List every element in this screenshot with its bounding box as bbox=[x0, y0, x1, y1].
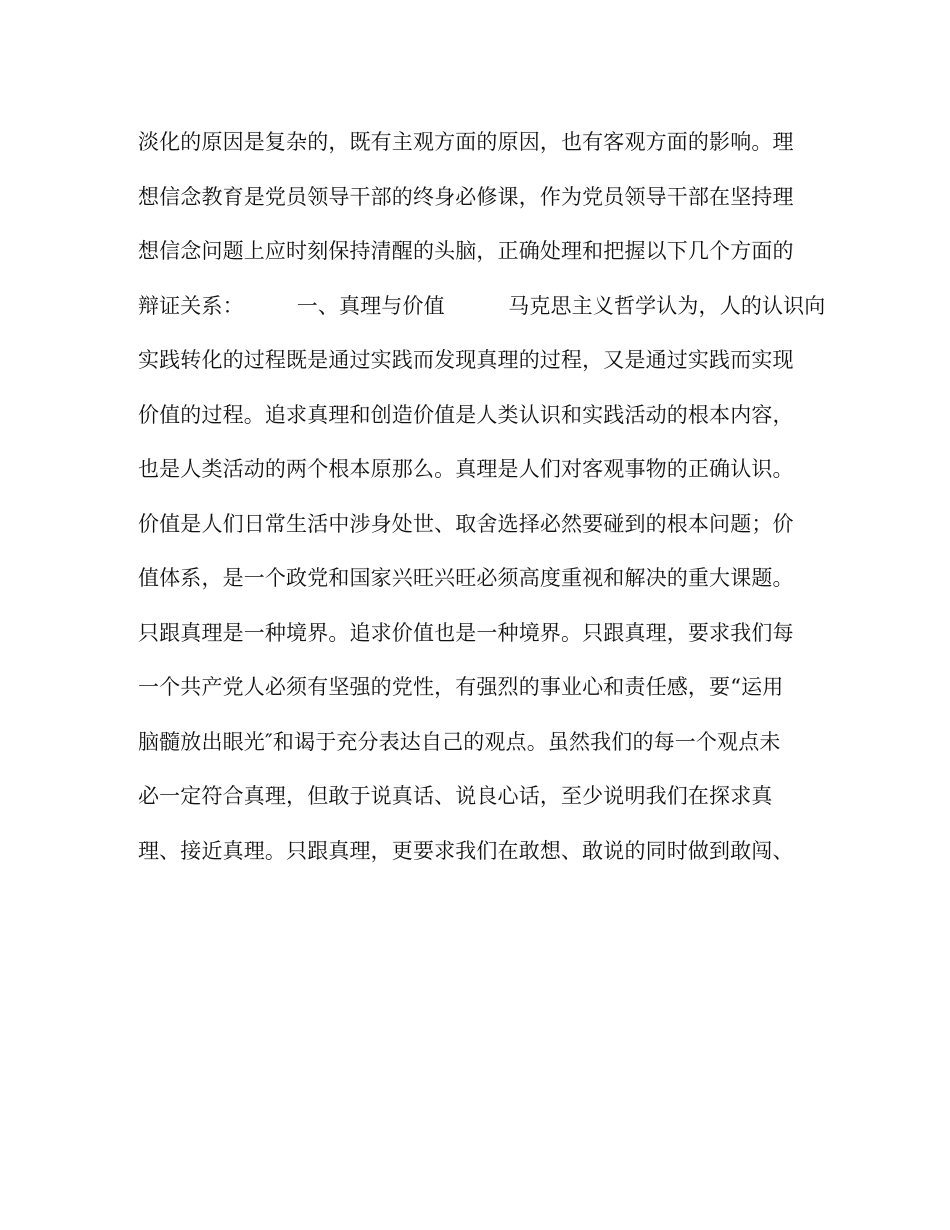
text-line: 值体系，是一个政党和国家兴旺兴旺必须高度重视和解决的重大课题。 bbox=[138, 566, 794, 590]
text-line: 想信念问题上应时刻保持清醒的头脑，正确处理和把握以下几个方面的 bbox=[138, 239, 794, 263]
text-line: 价值的过程。追求真理和创造价值是人类认识和实践活动的根本内容， bbox=[138, 402, 794, 427]
text-line: 辩证关系： 一、真理与价值 马克思主义哲学认为，人的认识向 bbox=[138, 293, 826, 318]
text-line: 只跟真理是一种境界。追求价值也是一种境界。只跟真理，要求我们每 bbox=[138, 620, 794, 645]
text-line: 淡化的原因是复杂的，既有主观方面的原因，也有客观方面的影响。理 bbox=[138, 130, 794, 154]
body-text bbox=[138, 124, 826, 887]
text-line: 实践转化的过程既是通过实践而发现真理的过程，又是通过实践而实现 bbox=[138, 348, 794, 372]
text-line: 一个共产党人必须有坚强的党性，有强烈的事业心和责任感，要“运用 bbox=[138, 675, 784, 699]
text-line: 必一定符合真理，但敢于说真话、说良心话，至少说明我们在探求真 bbox=[138, 784, 773, 808]
text-line: 也是人类活动的两个根本原那么。真理是人们对客观事物的正确认识。 bbox=[138, 457, 794, 481]
text-line: 理、接近真理。只跟真理，更要求我们在敢想、敢说的同时做到敢闯、 bbox=[138, 838, 794, 863]
text-line: 价值是人们日常生活中涉身处世、取舍选择必然要碰到的根本问题；价 bbox=[138, 511, 794, 536]
text-line: 脑髓放出眼光″和谒于充分表达自己的观点。虽然我们的每一个观点未 bbox=[138, 729, 781, 754]
text-line: 想信念教育是党员领导干部的终身必修课，作为党员领导干部在坚持理 bbox=[138, 184, 794, 209]
